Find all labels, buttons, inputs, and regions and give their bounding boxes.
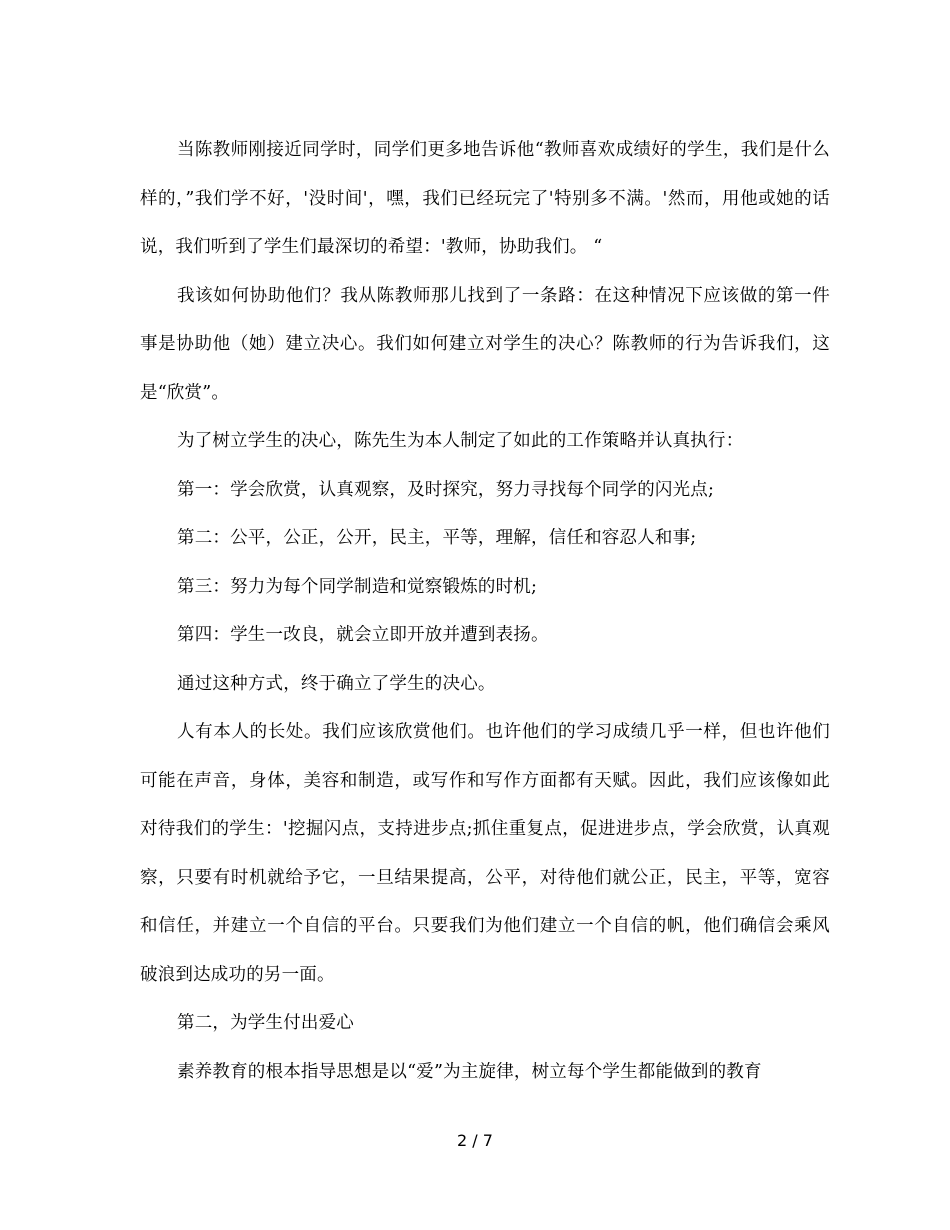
list-item-fourth: 第四：学生一改良，就会立即开放并遭到表扬。 (177, 625, 549, 645)
paragraph-appreciation: 人有本人的长处。我们应该欣赏他们。也许他们的学习成绩几乎一样，但也许他们可能在声音，身体，美容和制造，或写作和写作方面都有天赋。因此，我们应该像如此对待我们的学生：'挖掘闪点，支持进步点;抓住重复点，促进进步点，学会欣赏，认真观察，只要有时机就给予它，一旦结果提高，公平，对待他们就公正，民主，平等，宽容和信任，并建立一个自信的平台。只要我们为他们建立一个自信的帆，他们确信会乘风破浪到达成功的另一面。 (140, 722, 830, 985)
paragraph-3: 为了树立学生的决心，陈先生为本人制定了如此的工作策略并认真执行： (177, 431, 744, 451)
page-body (140, 126, 830, 1096)
paragraph-2: 我该如何协助他们？我从陈教师那儿找到了一条路：在这种情况下应该做的第一件事是协助他（她）建立决心。我们如何建立对学生的决心？陈教师的行为告诉我们，这是“欣赏”。 (140, 285, 830, 403)
paragraph-1: 当陈教师刚接近同学时，同学们更多地告诉他“教师喜欢成绩好的学生，我们是什么样的，”我们学不好，'没时间'，嘿，我们已经玩完了'特别多不满。'然而，用他或她的话说，我们听到了学生们最深切的希望：'教师，协助我们。 “ (140, 140, 830, 257)
list-item-first: 第一：学会欣赏，认真观察，及时探究，努力寻找每个同学的闪光点; (177, 479, 715, 500)
list-item-third: 第三：努力为每个同学制造和觉察锻炼的时机; (177, 576, 538, 597)
paragraph-conclusion: 通过这种方式，终于确立了学生的决心。 (177, 673, 496, 694)
list-item-second: 第二：公平，公正，公开，民主，平等，理解，信任和容忍人和事; (177, 528, 697, 548)
paragraph-love: 素养教育的根本指导思想是以“爱”为主旋律，树立每个学生都能做到的教育 (177, 1061, 762, 1082)
page-number: 2 / 7 (457, 1131, 493, 1150)
section-heading: 第二，为学生付出爱心 (177, 1013, 354, 1033)
